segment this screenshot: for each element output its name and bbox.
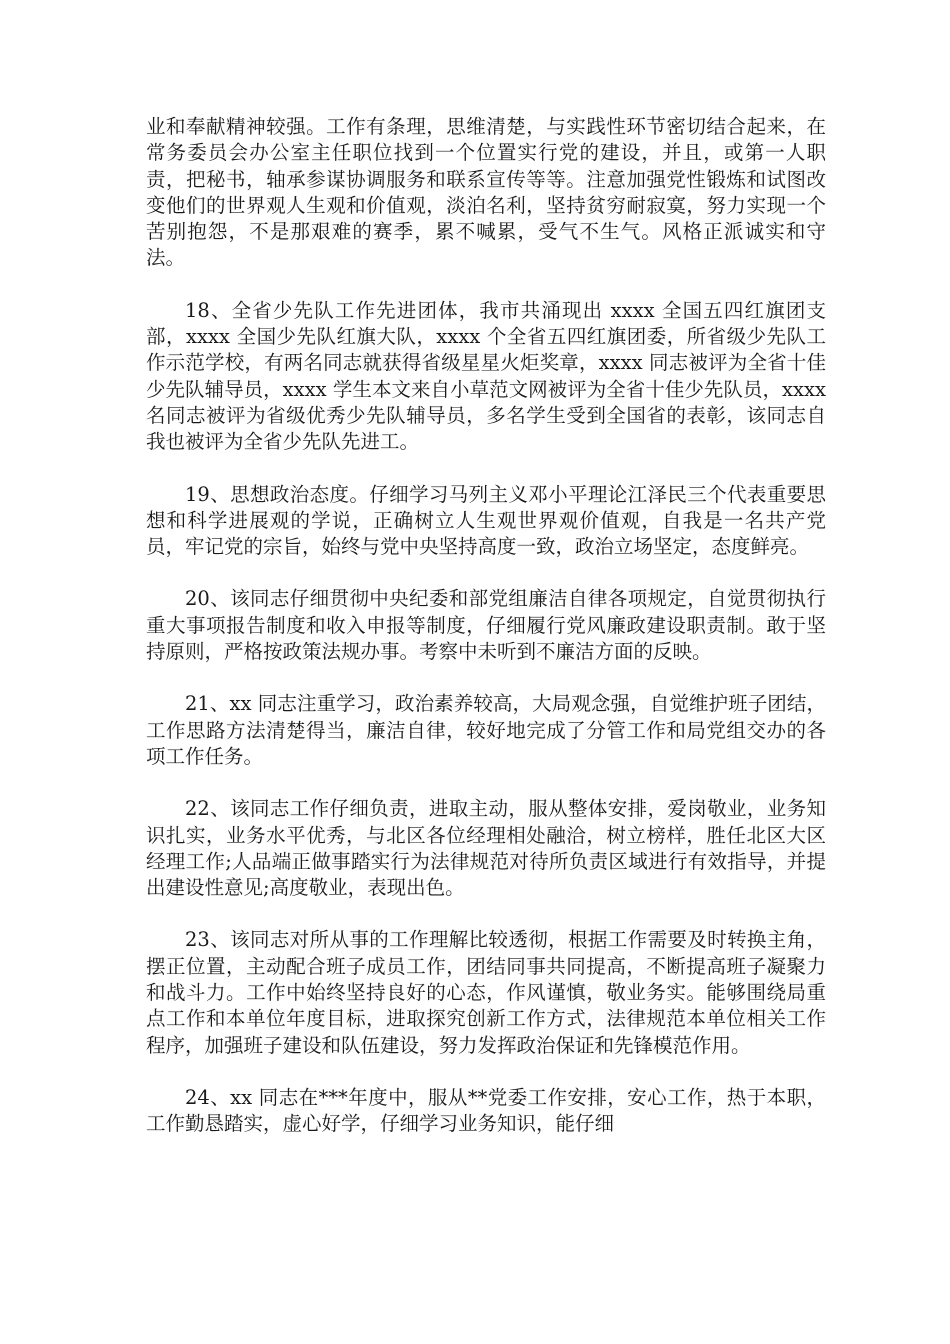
paragraph-19: 19、思想政治态度。仔细学习马列主义邓小平理论江泽民三个代表重要思想和科学进展观的学说，正确树立人生观世界观价值观，自我是一名共产党员，牢记党的宗旨，始终与党中央坚持高度一致，政治立场坚定，态度鲜亮。 bbox=[146, 482, 826, 559]
paragraph-20: 20、该同志仔细贯彻中央纪委和部党组廉洁自律各项规定，自觉贯彻执行重大事项报告制度和收入申报等制度，仔细履行党风廉政建设职责制。敢于坚持原则，严格按政策法规办事。考察中未听到不廉洁方面的反映。 bbox=[146, 587, 826, 664]
paragraph-24: 24、xx 同志在***年度中，服从**党委工作安排，安心工作，热于本职，工作勤恳踏实，虚心好学，仔细学习业务知识，能仔细 bbox=[146, 1085, 826, 1136]
paragraph-21: 21、xx 同志注重学习，政治素养较高，大局观念强，自觉维护班子团结，工作思路方法清楚得当，廉洁自律，较好地完成了分管工作和局党组交办的各项工作任务。 bbox=[146, 692, 826, 768]
paragraph-23: 23、该同志对所从事的工作理解比较透彻，根据工作需要及时转换主角，摆正位置，主动配合班子成员工作，团结同事共同提高，不断提高班子凝聚力和战斗力。工作中始终坚持良好的心态，作风谨慎，敬业务实。能够围绕局重点工作和本单位年度目标，进取探究创新工作方式，法律规范本单位相关工作程序，加强班子建设和队伍建设，努力发挥政治保证和先锋模范作用。 bbox=[146, 928, 826, 1057]
paragraph-continuation: 业和奉献精神较强。工作有条理，思维清楚，与实践性环节密切结合起来，在常务委员会办公室主任职位找到一个位置实行党的建设，并且，或第一人职责，把秘书，轴承参谋协调服务和联系宣传等等。注意加强党性锻炼和试图改变他们的世界观人生观和价值观，淡泊名利，坚持贫穷耐寂寞，努力实现一个苦别抱怨，不是那艰难的赛季，累不喊累，受气不生气。风格正派诚实和守法。 bbox=[146, 115, 826, 270]
paragraph-18: 18、全省少先队工作先进团体，我市共涌现出 xxxx 全国五四红旗团支部，xxxx 全国少先队红旗大队，xxxx 个全省五四红旗团委，所省级少先队工作示范学校，有两名同志就获得省级星星火炬奖章，xxxx 同志被评为全省十佳少先队辅导员，xxxx 学生本文来自小草范文网被评为全省十佳少先队员，xxxx 名同志被评为省级优秀少先队辅导员，多名学生受到全国省的表彰，该同志自我也被评为全省少先队先进工。 bbox=[146, 298, 826, 454]
document-body bbox=[146, 114, 826, 1164]
paragraph-22: 22、该同志工作仔细负责，进取主动，服从整体安排，爱岗敬业，业务知识扎实，业务水平优秀，与北区各位经理相处融洽，树立榜样，胜任北区大区经理工作;人品端正做事踏实行为法律规范对待所负责区域进行有效指导，并提出建设性意见;高度敬业，表现出色。 bbox=[146, 797, 826, 900]
